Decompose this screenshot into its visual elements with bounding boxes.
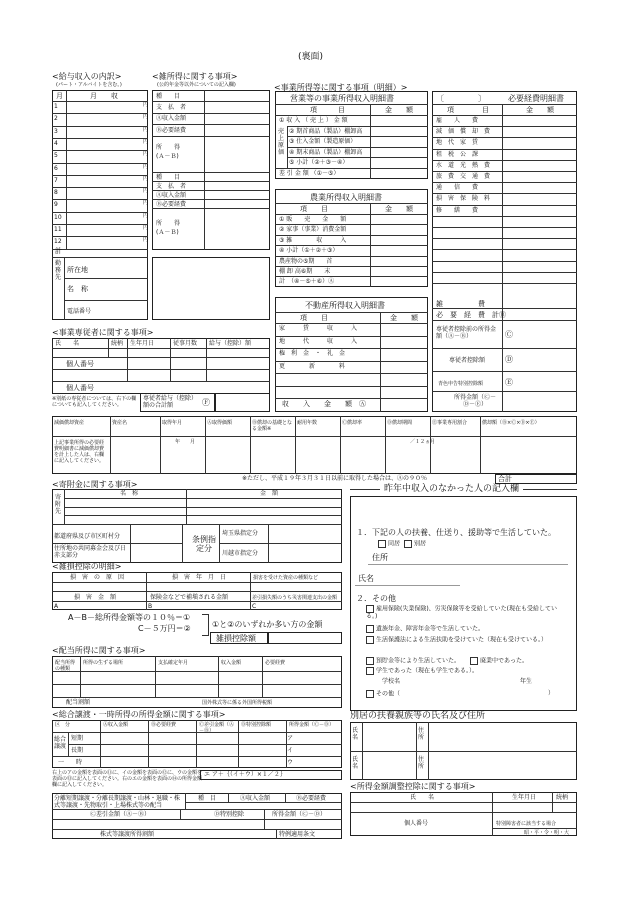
transfer-long: 長期 [71, 747, 84, 754]
business-row-label: ④ 期末商品（製品）棚卸高 [289, 148, 363, 156]
family-note: ※別紙の専従者については、右下の欄についても記入してください。 [52, 396, 137, 408]
misc-label: 支 払 者 [156, 104, 187, 111]
donation-saitama: 埼玉県指定分 [222, 530, 259, 537]
expense-row-label: 旅 費 交 通 費 [436, 173, 491, 180]
casualty-result: 雑損控除額 [216, 634, 256, 643]
expenses-misc-fee: 雑 費 [436, 300, 485, 308]
casualty-result-value[interactable] [268, 632, 342, 644]
adjust-special: 特別障害者に該当する場合 [496, 821, 557, 827]
expenses-deduct-before: 専従者控除前の所得金額（Ⓐ－Ⓑ） [436, 326, 497, 340]
salary-row-month: 8 [54, 189, 58, 197]
depreciation-note: ※ただし、平成１９年３月３１日以前に取得した場合は、Ⓐの９０％ [242, 475, 428, 482]
family-total-value[interactable] [215, 393, 270, 412]
noincome-title: 昨年中収入のなかった人の記入欄 [380, 484, 523, 494]
expenses-col-amount: 金 額 [526, 106, 554, 114]
depreciation-unit-ym: 年 月 [175, 439, 196, 445]
salary-row-month: 3 [54, 127, 58, 135]
business-col-item: 項 目 [310, 106, 345, 114]
salary-col-month: 月 [56, 92, 63, 100]
misc-note: (公的年金等以外についての記入欄) [157, 82, 236, 88]
noincome-name: 氏名 [358, 574, 374, 583]
noincome-option[interactable]: 遺族年金、障害年金等で生活していた。 [366, 625, 566, 633]
salary-row-month: 1 [54, 103, 58, 110]
depreciation-col-header: 耐用年数 [297, 420, 318, 426]
salary-row-month: 7 [54, 176, 58, 184]
dividend-col-header: 支払確定年月 [158, 660, 189, 666]
casualty-formula-1: A－B－総所得金額等の１０％＝① [68, 613, 191, 622]
expense-row-label: 水 道 光 熱 費 [436, 161, 491, 169]
agri-row-label: ① 販 売 金 額 [279, 216, 347, 223]
expenses-circle-e: Ⓔ [505, 378, 513, 387]
depreciation-col-header: 減価償却資産 [54, 420, 85, 426]
dividend-foreign: 国外株式等に係る外国所得税額 [202, 700, 273, 706]
salary-row-month: 6 [54, 164, 58, 172]
family-col-header: 従事月数 [173, 340, 198, 347]
yen-mark: 円 [143, 225, 149, 231]
noincome-together[interactable]: 同居 [378, 540, 400, 548]
donation-col-amount: 金 額 [260, 490, 279, 497]
real-title: 不動産所得収入明細書 [305, 301, 385, 310]
real-row-label: 地 代 収 入 [279, 337, 358, 345]
yen-mark: 円 [143, 200, 149, 207]
casualty-asset: 損害を受けた資産の種類など [253, 575, 319, 581]
business-row-label: 差 引 金 額 （①－⑤） [279, 170, 340, 177]
expenses-blue-deduct: 青色申告特別控除額 [438, 381, 484, 387]
business-row-label: ② 期首商品（製品）棚卸高 [289, 127, 363, 135]
noincome-option-side[interactable]: 廃業中であった。 [470, 657, 528, 665]
transfer-title: <総合譲渡・一時所得の所得金額に関する事項> [52, 710, 226, 719]
agri-col-item: 項 目 [300, 205, 328, 213]
agri-row-label: ③ 雑 収 入 [279, 236, 347, 244]
family-title: <事業専従者に関する事項> [52, 328, 154, 337]
yen-mark: 円 [143, 114, 149, 121]
noincome-option[interactable]: その他（ [366, 690, 566, 698]
dependents-name-1: 氏名 [352, 727, 359, 741]
yen-mark: 円 [143, 138, 149, 145]
agri-row-label: 棚 卸 高⑥期 末 [279, 268, 331, 275]
agri-row-label: ② 家事（事業）消費金額 [279, 226, 347, 234]
casualty-insurance: 保険金などで補塡される金額 [150, 594, 229, 601]
yen-mark: 円 [143, 126, 149, 133]
expenses-total: 必 要 経 費 計Ⓑ [436, 311, 506, 319]
transfer-temp: 一 時 [58, 759, 83, 766]
separate-head: 分離短期譲渡・分離長期譲渡・山林・退職・株式等譲渡・先物取引・上場株式等の配当 [54, 795, 181, 809]
yen-mark: 円 [143, 175, 149, 182]
workplace-address-label: 所在地 [67, 266, 88, 274]
family-col-header: 氏 名 [55, 340, 80, 347]
dependents-name-2: 氏名 [352, 756, 359, 770]
donation-payee: 寄附先 [55, 494, 62, 515]
salary-row-month: 4 [54, 139, 58, 147]
real-total-label: 収 入 金 額 Ⓐ [282, 400, 366, 408]
misc-label: Ⓐ収入金額 [156, 115, 187, 122]
salary-row-month: 11 [54, 226, 62, 233]
real-row-label: 権 利 金 ・ 礼 金 [279, 350, 346, 357]
casualty-col-c: C [252, 603, 257, 610]
expenses-bracket-open: 〔 [436, 94, 444, 103]
transfer-general: 総合譲渡 [54, 736, 67, 750]
family-circle-f: Ⓕ [202, 398, 210, 407]
expense-row-label: 通 信 費 [436, 184, 479, 192]
noincome-option[interactable]: 学生であった（現在も学生である。）。 [366, 667, 566, 675]
donation-kawagoe: 川越市指定分 [222, 550, 259, 557]
casualty-formula-3: ①と②のいずれか多い方の金額 [212, 620, 323, 629]
depreciation-col-header: 資産名 [112, 420, 128, 426]
yen-mark: 円 [143, 188, 149, 195]
noincome-apart[interactable]: 別居 [404, 540, 426, 548]
family-my-number-1: 個人番号 [66, 360, 94, 368]
expense-row-label: 修 繕 費 [436, 206, 479, 214]
salary-col-amount: 月 収 [90, 92, 118, 100]
expenses-circle-d: Ⓓ [505, 355, 513, 364]
misc-label: (Ａ－Ｂ) [156, 153, 179, 160]
yen-mark: 円 [143, 212, 149, 219]
depreciation-col-header: Ⓔ事業専用割合 [432, 420, 468, 426]
family-col-header: 続柄 [111, 340, 124, 347]
depreciation-unit-period: ／１２ヵ月 [410, 439, 436, 445]
adjust-name: 氏 名 [410, 794, 435, 801]
separate-type: 種 目 [198, 795, 217, 802]
noincome-q2: ２．その他 [356, 594, 396, 603]
page-title: (裏面) [298, 52, 324, 62]
transfer-col-header: Ⓒ差引金額（Ⓐ－Ⓑ） [199, 722, 235, 734]
casualty-date: 損 害 年 月 日 [172, 574, 227, 581]
yen-mark: 円 [143, 151, 149, 158]
separate-special: Ⓓ特別控除 [214, 811, 245, 818]
noincome-option[interactable]: 預貯金等により生活していた。 [366, 657, 566, 665]
depreciation-col-header: 取得年月 [162, 420, 183, 426]
donation-col-name: 名 称 [120, 490, 139, 497]
real-col-item: 項 目 [300, 314, 328, 322]
depreciation-col-header: Ⓒ償却率 [342, 420, 363, 426]
misc-title: <雑所得に関する事項> [152, 72, 238, 81]
expenses-circle-c: Ⓒ [505, 330, 513, 339]
business-title: 営業等の事業所得収入明細書 [290, 94, 394, 103]
dependents-address-2: 住所 [418, 756, 425, 770]
noincome-q1: １．下記の人の扶養、仕送り、援助等で生活していた。 [356, 528, 556, 537]
transfer-short: 短期 [71, 735, 84, 742]
donation-title: <寄附金に関する事項> [52, 480, 138, 489]
dependents-address-1: 住所 [418, 727, 425, 741]
depreciation-col-header: Ⓑ償却の基礎となる金額※ [252, 420, 293, 432]
misc-label: Ⓐ収入金額 [156, 192, 187, 199]
expense-row-label: 地 代 家 賃 [436, 139, 479, 147]
adjust-my-number: 個人番号 [404, 820, 429, 827]
real-row-label: 更 新 料 [279, 362, 346, 370]
business-row-label: ⑤ 小計（②＋③－④） [289, 159, 349, 167]
separate-income: Ⓐ収入金額 [240, 795, 271, 802]
workplace-value-box[interactable] [152, 257, 270, 320]
donation-pref: 都道府県及び市区町村分 [54, 533, 121, 540]
misc-label: (Ａ－Ｂ) [156, 229, 179, 236]
workplace-name-label: 名 称 [67, 285, 88, 293]
noincome-year: 年生 [520, 678, 533, 685]
donation-coop: 住所地の共同募金会及び日赤支部分 [54, 545, 127, 559]
workplace-label: 勤務先 [55, 260, 62, 281]
adjust-title: <所得金額調整控除に関する事項> [350, 782, 476, 791]
noincome-close: ） [548, 690, 555, 697]
transfer-ku: ウ [287, 759, 294, 766]
business-outer-title: <事業所得等に関する事項（明細）> [274, 83, 408, 92]
misc-label: 所 得 [156, 220, 181, 227]
depreciation-col-header: Ⓐ取得価額 [207, 420, 233, 426]
casualty-formula-2: C－５万円＝② [138, 624, 191, 633]
misc-label: 種 目 [156, 93, 181, 100]
salary-total-label: 計 [55, 247, 62, 255]
casualty-col-a: A [54, 603, 59, 610]
adjust-birth: 生年月日 [512, 794, 537, 801]
transfer-formula: エ ア＋｛（イ＋ウ）×１／２｝ [204, 771, 286, 778]
salary-row-month: 9 [54, 201, 58, 209]
casualty-cause: 損 害 の 原 因 [70, 574, 125, 581]
dividend-col-header: 収入金額 [221, 660, 242, 666]
expenses-income: 所得金額（Ⓒ－Ⓓ－Ⓔ） [453, 394, 496, 408]
transfer-col-header: Ⓐ収入金額 [103, 722, 129, 728]
expenses-col-item: 項 目 [447, 106, 489, 114]
casualty-title: <雑損控除の明細> [52, 562, 122, 571]
transfer-ki: イ [287, 747, 294, 754]
noincome-option[interactable]: 雇用保険(失業保険)、労災保険等を受給していた(現在も受給している。) [366, 605, 558, 620]
transfer-col-header: Ⓓ特別控除額 [241, 722, 272, 728]
dividend-col-header: 配当所得の種類 [55, 660, 76, 672]
dividend-title: <配当所得に関する事項> [52, 646, 146, 655]
expenses-title: 必要経費明細書 [508, 94, 564, 103]
transfer-col-header: 所得金額（Ⓒ－Ⓓ） [289, 722, 335, 728]
family-my-number-2: 個人番号 [66, 384, 94, 392]
family-col-header: 給与（控除）額 [209, 340, 252, 347]
misc-label: 支 払 者 [156, 183, 187, 190]
casualty-amount: 損 害 金 額 [74, 594, 117, 601]
separate-diff: Ⓒ差引金額（Ⓐ－Ⓑ） [90, 811, 151, 818]
real-row-label: 家 賃 収 入 [279, 325, 358, 332]
salary-row-month: 10 [54, 213, 62, 221]
business-col-amount: 金 額 [385, 106, 413, 114]
workplace-phone-label: 電話番号 [67, 308, 92, 315]
expense-row-label: 租 税 公 課 [436, 150, 479, 158]
noincome-address: 住所 [372, 553, 388, 562]
misc-label: 所 得 [156, 144, 181, 151]
transfer-col-header: 区 分 [55, 722, 71, 728]
adjust-era: 昭・平・令・明・大 [524, 830, 570, 836]
depreciation-side-note: 上記事業所得の必要経費明細書に減価償却費を計上した人は、右欄に記入してください。 [54, 440, 105, 464]
misc-label: 種 目 [156, 174, 181, 181]
dividend-col-header: 所得の生ずる場所 [83, 660, 124, 666]
separate-net: 所得金額（Ⓒ－Ⓓ） [272, 811, 327, 818]
depreciation-col-header: 償却額（Ⓑ×Ⓒ×Ⓓ×Ⓔ） [482, 420, 540, 426]
agri-row-label: 計 （④－⑤＋⑥）Ⓐ [279, 278, 335, 286]
salary-row-month: 5 [54, 152, 58, 160]
dependents-title: 別居の扶養親族等の氏名及び住所 [350, 711, 486, 721]
transfer-col-header: Ⓑ必要経費 [151, 722, 177, 728]
expenses-bracket-close: 〕 [478, 94, 486, 103]
donation-ordinance: 条例指定分 [192, 535, 216, 553]
agri-row-label: ④ 小計（①＋②＋③） [279, 247, 339, 255]
separate-withheld: 株式等譲渡所得割額 [100, 831, 155, 838]
misc-label: Ⓑ必要経費 [156, 127, 187, 134]
noincome-school: 学校名 [382, 678, 401, 685]
expenses-family-deduct: 専従者控除額 [449, 357, 486, 364]
casualty-disaster: 差引損失額のうち災害関連支出の金額 [252, 595, 338, 601]
salary-row-month: 2 [54, 115, 58, 123]
agri-row-label: 農産物の⑤期 首 [279, 257, 333, 265]
salary-row-month: 12 [54, 238, 62, 246]
real-col-amount: 金 額 [390, 314, 418, 322]
depreciation-total: 合計 [498, 475, 512, 483]
yen-mark: 円 [143, 163, 149, 170]
agri-title: 農業所得収入明細書 [310, 193, 382, 202]
business-row-label: ③ 仕入金額（製造原価） [289, 138, 357, 146]
dividend-col-header: 必要経費 [265, 660, 286, 666]
casualty-col-b: B [148, 603, 153, 610]
transfer-ka: ア [287, 735, 294, 742]
yen-mark: 円 [143, 237, 149, 244]
family-total-label: 専従者給与（控除）額の合計額 [143, 395, 198, 409]
separate-expense: Ⓑ必要経費 [296, 795, 327, 802]
business-row-label: ① 収 入 （ 売 上 ） 金 額 [279, 117, 348, 124]
yen-mark: 円 [143, 102, 149, 108]
salary-title: <給与収入の内訳> [52, 72, 122, 81]
business-side-label: 売上原価 [278, 128, 285, 156]
adjust-relation: 続柄 [556, 794, 569, 801]
depreciation-col-header: Ⓓ償却期間 [387, 420, 413, 426]
noincome-option[interactable]: 生活保護法による生活扶助を受けていた（現在も受けている。） [366, 636, 566, 644]
salary-note: (パート・アルバイトを含む。) [56, 82, 122, 88]
agri-col-amount: 金 額 [385, 205, 413, 213]
expense-row-label: 減 価 償 却 費 [436, 128, 491, 136]
transfer-note: 右上のアの金額を表面の⑪に、イの金額を表面の⑫に、ウの金額を表面の⑬に記入してください。右のエの金額を表面の⑭の所得金額欄に記入してください。 [52, 770, 203, 788]
separate-special-clause: 特例適用条文 [279, 831, 316, 838]
family-col-header: 生年月日 [130, 340, 155, 347]
expense-row-label: 損 害 保 険 料 [436, 195, 491, 203]
dividend-credit: 配当割額 [66, 699, 91, 706]
misc-label: Ⓑ必要経費 [156, 201, 187, 208]
expense-row-label: 雇 人 費 [436, 117, 479, 124]
